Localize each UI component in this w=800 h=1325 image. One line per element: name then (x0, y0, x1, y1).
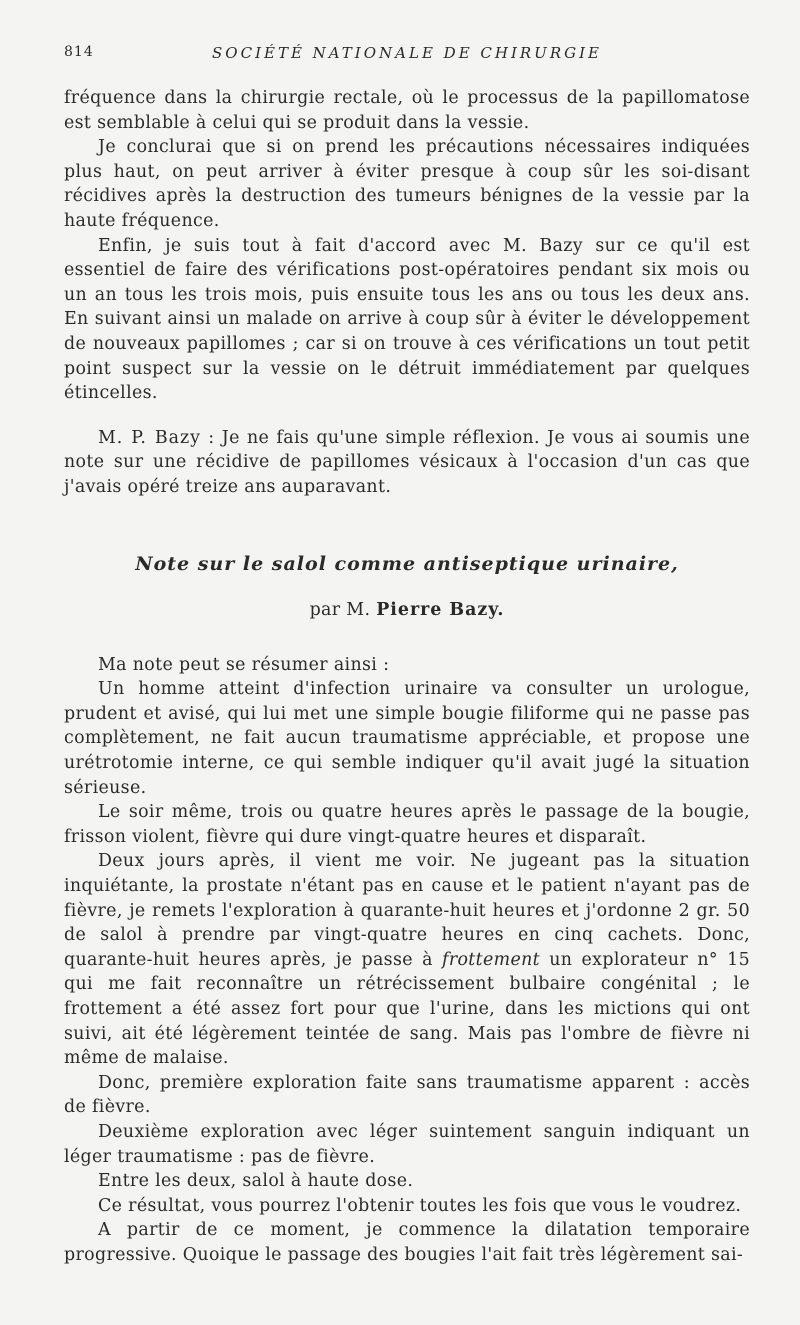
author-name: Pierre Bazy. (376, 600, 505, 621)
article-title: Note sur le salol comme antiseptique urinaire, (135, 552, 679, 575)
spacer (64, 623, 750, 653)
paragraph: Enfin, je suis tout à fait d'accord avec M. Bazy sur ce qu'il est essentiel de faire des vérifications post-opératoires pendant six mois ou un an tous les trois mois, puis ensuite tous les ans ou tous les deux ans. En suivant ainsi un malade on arrive à coup sûr à éviter le développement de nouveaux papillomes ; car si on trouve à ces vérifications un tout petit point suspect sur la vessie on le détruit immédiatement par quelques étincelles. (64, 235, 750, 404)
running-title: SOCIÉTÉ NATIONALE DE CHIRURGIE (212, 44, 602, 62)
spacer (64, 406, 750, 426)
byline-prefix: par M. (309, 600, 371, 621)
paragraph: Ma note peut se résumer ainsi : (98, 654, 390, 675)
paragraph: Un homme atteint d'infection urinaire va consulter un urologue, prudent et avisé, qui lui met une simple bougie filiforme qui ne passe pas complètement, ne fait aucun traumatisme appréciable, et propose une urétrotomie interne, ce qui semble indiquer qu'il avait jugé la situation sérieuse. (64, 679, 750, 798)
page-number: 814 (64, 44, 94, 60)
text-run: Deux jours après, il vient me voir. Ne jugeant pas la situation inquiétante, la prostate n'étant pas en cause et le patient n'ayant pas de fièvre, je remets l'exploration à quarante-huit heures et j'ordonne 2 gr. 50 de salol à prendre par vingt-quatre heures en cinq cachets. Donc, quarante-huit heures après, je passe à (64, 851, 750, 970)
paragraph: fréquence dans la chirurgie rectale, où le processus de la papillomatose est semblable à celui qui se produit dans la vessie. (64, 88, 750, 133)
paragraph: Entre les deux, salol à haute dose. (98, 1171, 414, 1192)
paragraph: Deuxième exploration avec léger suintement sanguin indiquant un léger traumatisme : pas de fièvre. (64, 1121, 750, 1167)
paragraph (64, 849, 750, 1070)
byline (64, 598, 750, 623)
intervention-paragraph (64, 426, 750, 500)
paragraph: Le soir même, trois ou quatre heures après le passage de la bougie, frisson violent, fièvre qui dure vingt-quatre heures et disparaît. (64, 802, 750, 847)
paragraph: Je conclurai que si on prend les précautions nécessaires indiquées plus haut, on peut arriver à éviter presque à coup sûr les soi-disant récidives après la destruction des tumeurs bénignes de la vessie par la haute fréquence. (64, 137, 750, 231)
speaker-name: M. P. Bazy (98, 427, 202, 448)
text-run: un explorateur n° 15 qui me fait reconnaître un rétrécissement bulbaire congénital ; le frottement a été assez fort pour que l'urine, dans les mictions qui ont suivi, ait été légèrement teintée de sang. Mais pas l'ombre de fièvre ni même de malaise. (64, 949, 750, 1069)
paragraph: Donc, première exploration faite sans traumatisme apparent : accès de fièvre. (64, 1072, 750, 1118)
paragraph: A partir de ce moment, je commence la dilatation temporaire progressive. Quoique le passage des bougies l'ait fait très légèrement sai- (64, 1220, 750, 1265)
italic-term: frottement (442, 949, 540, 970)
page-header (64, 44, 750, 68)
paragraph: Ce résultat, vous pourrez l'obtenir toutes les fois que vous le voudrez. (98, 1195, 742, 1216)
intervention-text: : Je ne fais qu'une simple réflexion. Je vous ai soumis une note sur une récidive de papillomes vésicaux à l'occasion d'un cas que j'avais opéré treize ans auparavant. (64, 427, 750, 497)
body-text (64, 86, 750, 1268)
